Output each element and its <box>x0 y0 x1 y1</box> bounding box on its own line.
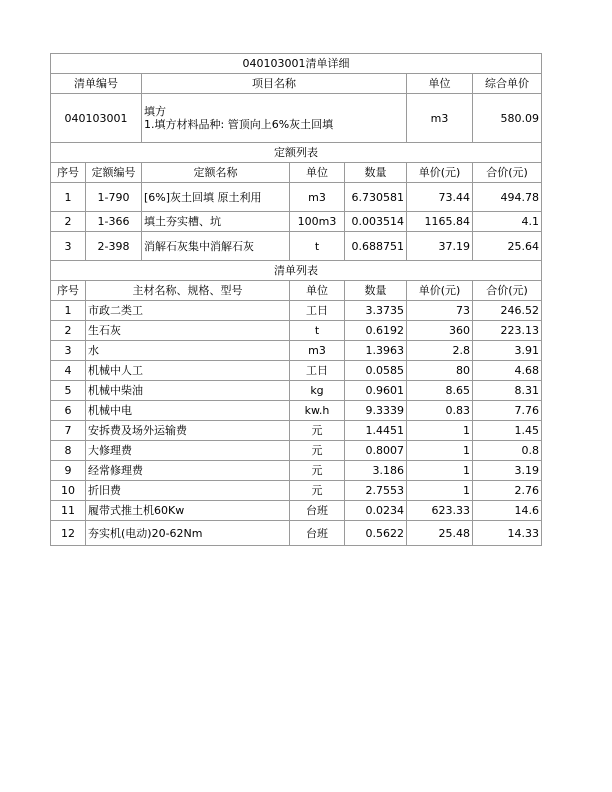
material-total: 8.31 <box>473 381 542 401</box>
quota-qty: 0.688751 <box>345 232 407 261</box>
material-row <box>51 421 542 441</box>
quota-qty: 0.003514 <box>345 212 407 232</box>
material-no: 7 <box>51 421 86 441</box>
item-name <box>142 94 407 143</box>
material-unit: 台班 <box>290 521 345 546</box>
material-total: 1.45 <box>473 421 542 441</box>
bill-detail-table <box>50 53 542 546</box>
material-row <box>51 481 542 501</box>
material-total: 3.19 <box>473 461 542 481</box>
material-no: 10 <box>51 481 86 501</box>
material-qty: 0.5622 <box>345 521 407 546</box>
material-no: 5 <box>51 381 86 401</box>
material-unit: 元 <box>290 441 345 461</box>
material-qty: 3.3735 <box>345 301 407 321</box>
material-price: 1 <box>407 481 473 501</box>
item-header-row <box>51 74 542 94</box>
material-name: 市政二类工 <box>86 301 290 321</box>
material-unit: 台班 <box>290 501 345 521</box>
material-name: 机械中人工 <box>86 361 290 381</box>
quota-header-price: 单价(元) <box>407 163 473 183</box>
material-total: 4.68 <box>473 361 542 381</box>
price-header: 综合单价 <box>473 74 542 94</box>
material-name: 安拆费及场外运输费 <box>86 421 290 441</box>
quota-unit: t <box>290 232 345 261</box>
material-qty: 9.3339 <box>345 401 407 421</box>
quota-code: 1-790 <box>86 183 142 212</box>
quota-header-name: 定额名称 <box>142 163 290 183</box>
item-code: 040103001 <box>51 94 142 143</box>
material-total: 223.13 <box>473 321 542 341</box>
material-unit: 元 <box>290 461 345 481</box>
material-row <box>51 461 542 481</box>
material-name: 夯实机(电动)20-62Nm <box>86 521 290 546</box>
material-name: 经常修理费 <box>86 461 290 481</box>
bill-detail-sheet <box>50 53 541 546</box>
quota-section-title: 定额列表 <box>51 143 542 163</box>
quota-no: 2 <box>51 212 86 232</box>
material-unit: 工日 <box>290 361 345 381</box>
material-header-name: 主材名称、规格、型号 <box>86 281 290 301</box>
material-name: 机械中柴油 <box>86 381 290 401</box>
material-price: 80 <box>407 361 473 381</box>
quota-header-no: 序号 <box>51 163 86 183</box>
material-row <box>51 521 542 546</box>
sheet-title: 040103001清单详细 <box>51 54 542 74</box>
quota-price: 1165.84 <box>407 212 473 232</box>
quota-unit: m3 <box>290 183 345 212</box>
unit-header: 单位 <box>407 74 473 94</box>
quota-header-total: 合价(元) <box>473 163 542 183</box>
material-no: 4 <box>51 361 86 381</box>
material-price: 1 <box>407 441 473 461</box>
material-row <box>51 441 542 461</box>
quota-row <box>51 183 542 212</box>
item-name-line1: 填方 <box>144 105 166 118</box>
material-row <box>51 321 542 341</box>
quota-price: 37.19 <box>407 232 473 261</box>
material-no: 11 <box>51 501 86 521</box>
quota-row <box>51 232 542 261</box>
quota-header-code: 定额编号 <box>86 163 142 183</box>
material-name: 折旧费 <box>86 481 290 501</box>
material-qty: 0.9601 <box>345 381 407 401</box>
material-total: 2.76 <box>473 481 542 501</box>
material-no: 1 <box>51 301 86 321</box>
material-no: 3 <box>51 341 86 361</box>
quota-name: [6%]灰土回填 原土利用 <box>142 183 290 212</box>
material-row <box>51 501 542 521</box>
quota-total: 494.78 <box>473 183 542 212</box>
quota-row <box>51 212 542 232</box>
material-price: 0.83 <box>407 401 473 421</box>
material-section-title: 清单列表 <box>51 261 542 281</box>
quota-qty: 6.730581 <box>345 183 407 212</box>
material-no: 2 <box>51 321 86 341</box>
quota-price: 73.44 <box>407 183 473 212</box>
material-qty: 1.4451 <box>345 421 407 441</box>
material-price: 360 <box>407 321 473 341</box>
material-price: 1 <box>407 421 473 441</box>
material-header-unit: 单位 <box>290 281 345 301</box>
material-price: 2.8 <box>407 341 473 361</box>
material-section-title-row <box>51 261 542 281</box>
material-price: 73 <box>407 301 473 321</box>
material-row <box>51 361 542 381</box>
material-rows <box>51 301 542 546</box>
material-total: 246.52 <box>473 301 542 321</box>
material-qty: 0.0585 <box>345 361 407 381</box>
material-total: 14.6 <box>473 501 542 521</box>
material-header-qty: 数量 <box>345 281 407 301</box>
quota-name: 填土夯实槽、坑 <box>142 212 290 232</box>
quota-total: 4.1 <box>473 212 542 232</box>
material-qty: 0.8007 <box>345 441 407 461</box>
item-price: 580.09 <box>473 94 542 143</box>
material-qty: 3.186 <box>345 461 407 481</box>
material-total: 14.33 <box>473 521 542 546</box>
material-price: 8.65 <box>407 381 473 401</box>
material-qty: 2.7553 <box>345 481 407 501</box>
item-row <box>51 94 542 143</box>
material-header-price: 单价(元) <box>407 281 473 301</box>
title-row <box>51 54 542 74</box>
material-row <box>51 341 542 361</box>
material-name: 水 <box>86 341 290 361</box>
material-qty: 0.0234 <box>345 501 407 521</box>
quota-no: 3 <box>51 232 86 261</box>
material-unit: t <box>290 321 345 341</box>
material-header-total: 合价(元) <box>473 281 542 301</box>
item-name-line2: 1.填方材料品种: 管顶向上6%灰土回填 <box>144 118 334 131</box>
quota-total: 25.64 <box>473 232 542 261</box>
material-unit: 元 <box>290 421 345 441</box>
material-name: 机械中电 <box>86 401 290 421</box>
material-total: 3.91 <box>473 341 542 361</box>
quota-unit: 100m3 <box>290 212 345 232</box>
code-header: 清单编号 <box>51 74 142 94</box>
material-unit: kw.h <box>290 401 345 421</box>
material-price: 1 <box>407 461 473 481</box>
material-name: 生石灰 <box>86 321 290 341</box>
material-unit: kg <box>290 381 345 401</box>
material-header-row <box>51 281 542 301</box>
material-total: 0.8 <box>473 441 542 461</box>
material-total: 7.76 <box>473 401 542 421</box>
material-row <box>51 401 542 421</box>
material-unit: m3 <box>290 341 345 361</box>
material-name: 大修理费 <box>86 441 290 461</box>
material-no: 8 <box>51 441 86 461</box>
quota-code: 2-398 <box>86 232 142 261</box>
material-unit: 元 <box>290 481 345 501</box>
item-unit: m3 <box>407 94 473 143</box>
material-qty: 1.3963 <box>345 341 407 361</box>
quota-code: 1-366 <box>86 212 142 232</box>
quota-no: 1 <box>51 183 86 212</box>
material-price: 623.33 <box>407 501 473 521</box>
quota-header-qty: 数量 <box>345 163 407 183</box>
material-row <box>51 301 542 321</box>
material-no: 9 <box>51 461 86 481</box>
quota-header-row <box>51 163 542 183</box>
material-unit: 工日 <box>290 301 345 321</box>
quota-section-title-row <box>51 143 542 163</box>
material-qty: 0.6192 <box>345 321 407 341</box>
material-header-no: 序号 <box>51 281 86 301</box>
quota-name: 消解石灰集中消解石灰 <box>142 232 290 261</box>
name-header: 项目名称 <box>142 74 407 94</box>
material-no: 12 <box>51 521 86 546</box>
material-name: 履带式推土机60Kw <box>86 501 290 521</box>
material-price: 25.48 <box>407 521 473 546</box>
quota-header-unit: 单位 <box>290 163 345 183</box>
material-row <box>51 381 542 401</box>
material-no: 6 <box>51 401 86 421</box>
